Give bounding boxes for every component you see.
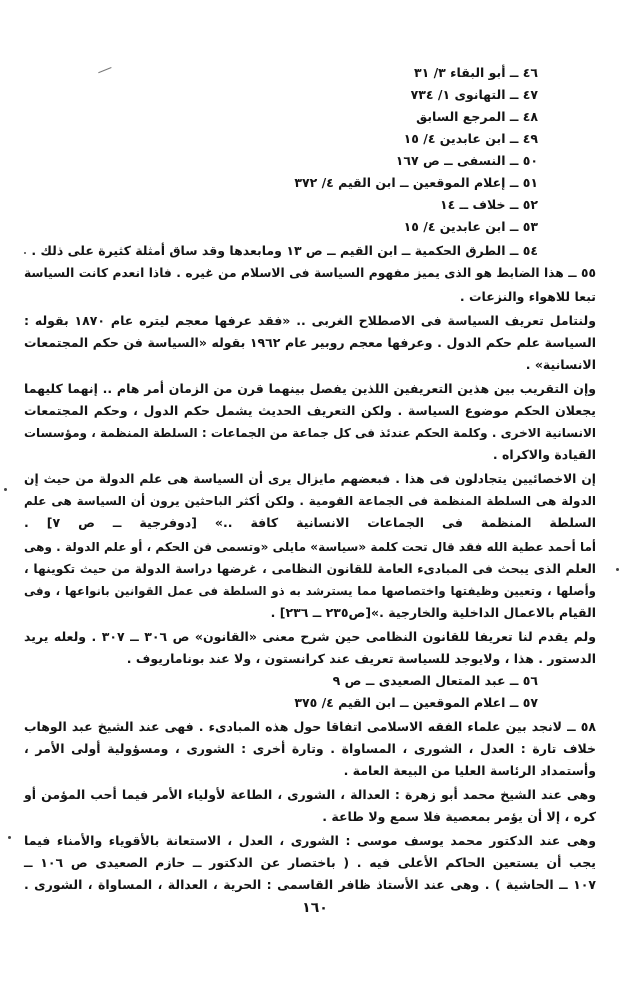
text-line: الدستور . هذا ، ولايوجد للسياسة تعريف عند كرانستون ، ولا عند بوناماريوف . [126,651,596,666]
text-line: وأصلها ، وتعيين وظيفتها واختصاصها مما يسترشد به ذو السلطة فى عمل القوانين بانواعها ، وفى [24,584,596,598]
text-line: ولنتامل تعريف السياسة فى الاصطلاح الغربى .. «فقد عرفها معجم ليتره عام ١٨٧٠ بقوله : [24,313,596,328]
text-line: أما أحمد عطية الله فقد قال تحت كلمة «سياسة» مايلى «وتسمى فن الحكم ، أو علم الدولة . وهى [24,540,596,554]
page-number: ١٦٠ [302,900,328,916]
text-line: تبعا للاهواء والنزعات . [459,289,596,304]
text-line: القيام بالاعمال الداخلية والخارجية .»[ص٢٣٥ ــ ٢٣٦] . [270,605,596,620]
scan-speck [24,252,26,254]
text-line: خلاف تارة : العدل ، الشورى ، المساواة . وتارة أخرى : الشورى ، ومسؤولية أولى الأمر ، [24,741,596,756]
text-line: العلم الذى يبحث فى المبادىء العامة للقانون النظامى ، غرضها دراسة الدولة من حيث تكوينها ، [24,562,596,576]
text-line: كره ، إلا أن يؤمر بمعصية فلا سمع ولا طاعة . [322,809,596,824]
scan-speck [616,568,619,571]
footnote-54: ٥٤ ــ الطرق الحكمية ــ ابن القيم ــ ص ١٣ ومابعدها وقد ساق أمثلة كثيرة على ذلك . [31,243,538,258]
text-line: الدولة هى السلطة المنظمة فى الجماعة القومية . ولكن أكثر الباحثين يرون أن السياسة هى علم [24,494,596,508]
text-line: وإن التقريب بين هذين التعريفين اللذين يفصل بينهما قرن من الزمان أمر هام .. إنهما كليهما [24,381,596,396]
text-line: الانسانية» . [525,357,596,372]
footnote-48: ٤٨ ــ المرجع السابق [416,109,538,124]
footnote-47: ٤٧ ــ التهانوى ١/ ٧٣٤ [410,87,538,102]
footnote-46: ٤٦ ــ أبو البقاء ٣/ ٣١ [413,65,538,80]
text-line: القيادة والاكراه . [492,447,596,462]
footnote-57: ٥٧ ــ اعلام الموقعين ــ ابن القيم ٤/ ٣٧٥ [294,695,538,710]
text-line: وهى عند الدكتور محمد يوسف موسى : الشورى ، العدل ، الاستعانة بالأقوياء والأمناء فيما [24,833,596,848]
text-line: ولم يقدم لنا تعريفا للقانون النظامى حين شرح معنى «القانون» ص ٣٠٦ ــ ٣٠٧ . ولعله يريد [24,629,596,644]
text-line: يجعلان الحكم موضوع السياسة . ولكن التعريف الحديث يشمل حكم الدول ، وحكم المجتمعات [24,403,596,418]
footnote-53: ٥٣ ــ ابن عابدين ٤/ ١٥ [403,219,538,234]
footnote-52: ٥٢ ــ خلاف ــ ١٤ [439,197,538,212]
text-line: السلطة المنظمة فى الجماعات الانسانية كافة ..» [دوفرجية ــ ص ٧] . [24,515,596,530]
footnote-50: ٥٠ ــ النسفى ــ ص ١٦٧ [395,153,538,168]
text-line: الانسانية الاخرى . وكلمة الحكم عندئذ فى كل جماعة من الجماعات : السلطة المنظمة ، ومؤسسات [24,426,596,440]
footnote-58: ٥٨ ــ لانجد بين علماء الفقه الاسلامى اتفاقا حول هذه المبادىء . فهى عند الشيخ عبد الوهاب [24,719,596,734]
footnote-56: ٥٦ ــ عبد المتعال الصعيدى ــ ص ٩ [332,673,538,688]
text-line: السياسة علم حكم الدول . وعرفها معجم روبير عام ١٩٦٢ بقوله «السياسة فن حكم المجتمعات [24,335,596,350]
text-line: إن الاخصائيين يتجادلون فى هذا . فبعضهم مايزال يرى أن السياسة هى علم الدولة من حيث إن [24,472,596,486]
scan-speck [8,836,11,839]
text-line: وهى عند الشيخ محمد أبو زهرة : العدالة ، الشورى ، الطاعة لأولياء الأمر فيما أحب المؤمن أو [24,787,596,802]
scan-speck [4,488,7,491]
pen-mark [94,58,111,73]
text-line: يجب أن يستعين الحاكم الأعلى فيه . ( باختصار عن الدكتور ــ حازم الصعيدى ص ١٠٦ ــ [24,855,596,870]
text-line: وأستمداد الرئاسة العليا من البيعة العامة . [343,763,596,778]
text-line: ١٠٧ ــ الحاشية ) . وهى عند الأستاذ ظافر القاسمى : الحرية ، العدالة ، المساواة ، الشورى . [24,877,596,892]
footnote-49: ٤٩ ــ ابن عابدين ٤/ ١٥ [403,131,538,146]
footnote-55-line: ٥٥ ــ هذا الضابط هو الذى يميز مفهوم السياسة فى الاسلام من غيره . فاذا انعدم كانت السياسة [24,266,596,280]
footnote-51: ٥١ ــ إعلام الموقعين ــ ابن القيم ٤/ ٣٧٢ [294,175,538,190]
